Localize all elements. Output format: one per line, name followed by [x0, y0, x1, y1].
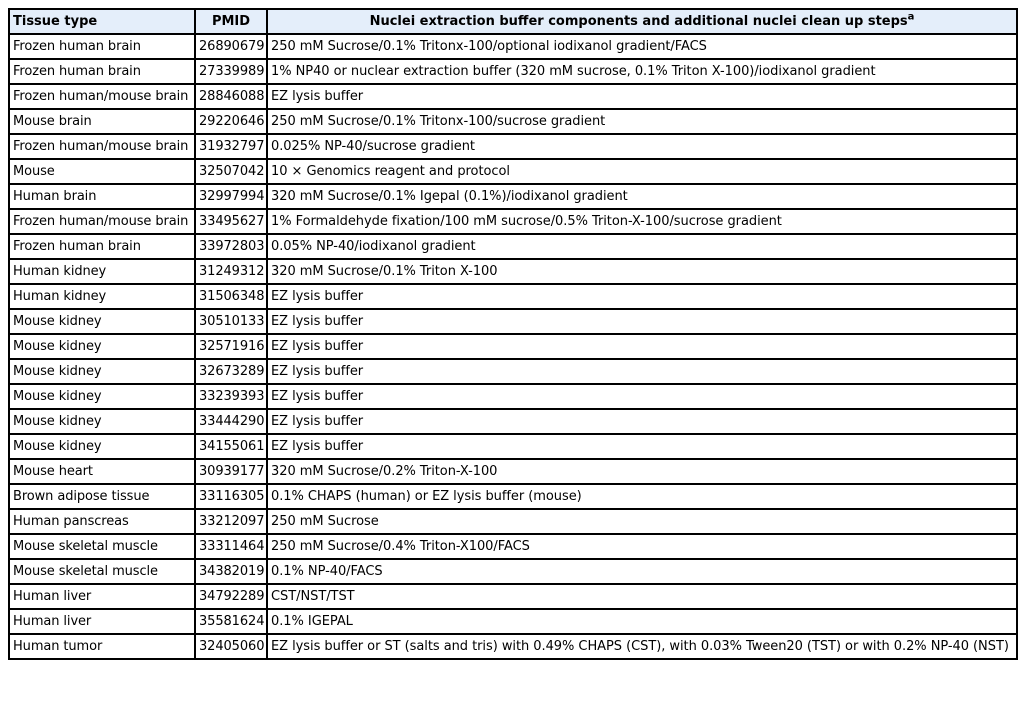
pmid-cell: 32405060 [195, 634, 267, 659]
pmid-cell: 32507042 [195, 159, 267, 184]
components-cell: 250 mM Sucrose/0.1% Tritonx-100/sucrose gradient [267, 109, 1017, 134]
pmid-cell: 32997994 [195, 184, 267, 209]
components-cell: 250 mM Sucrose/0.4% Triton-X100/FACS [267, 534, 1017, 559]
table-row [9, 34, 1017, 59]
components-cell: 0.025% NP-40/sucrose gradient [267, 134, 1017, 159]
pmid-cell: 33444290 [195, 409, 267, 434]
tissue-type-cell: Mouse heart [9, 459, 195, 484]
tissue-type-cell: Human panscreas [9, 509, 195, 534]
components-cell: EZ lysis buffer [267, 84, 1017, 109]
table-row [9, 84, 1017, 109]
table-row [9, 509, 1017, 534]
header-row [9, 9, 1017, 34]
table-row [9, 134, 1017, 159]
table-row [9, 109, 1017, 134]
table-row [9, 334, 1017, 359]
header-components [267, 9, 1017, 34]
tissue-type-cell: Frozen human/mouse brain [9, 134, 195, 159]
table-row [9, 559, 1017, 584]
pmid-cell: 33116305 [195, 484, 267, 509]
components-cell: 0.1% CHAPS (human) or EZ lysis buffer (mouse) [267, 484, 1017, 509]
pmid-cell: 32673289 [195, 359, 267, 384]
table-row [9, 534, 1017, 559]
table-row [9, 284, 1017, 309]
pmid-cell: 34155061 [195, 434, 267, 459]
tissue-type-cell: Human tumor [9, 634, 195, 659]
components-cell: EZ lysis buffer [267, 334, 1017, 359]
table-row [9, 359, 1017, 384]
pmid-cell: 32571916 [195, 334, 267, 359]
components-cell: 0.1% IGEPAL [267, 609, 1017, 634]
table-header [9, 9, 1017, 34]
tissue-type-cell: Human liver [9, 609, 195, 634]
components-cell: 250 mM Sucrose [267, 509, 1017, 534]
table-row [9, 159, 1017, 184]
table-row [9, 309, 1017, 334]
tissue-type-cell: Frozen human/mouse brain [9, 84, 195, 109]
pmid-cell: 34382019 [195, 559, 267, 584]
components-cell: CST/NST/TST [267, 584, 1017, 609]
pmid-cell: 33495627 [195, 209, 267, 234]
table-row [9, 259, 1017, 284]
components-cell: EZ lysis buffer [267, 284, 1017, 309]
tissue-type-cell: Mouse kidney [9, 384, 195, 409]
components-cell: 0.05% NP-40/iodixanol gradient [267, 234, 1017, 259]
pmid-cell: 27339989 [195, 59, 267, 84]
components-cell: 250 mM Sucrose/0.1% Tritonx-100/optional iodixanol gradient/FACS [267, 34, 1017, 59]
pmid-cell: 28846088 [195, 84, 267, 109]
tissue-type-cell: Human kidney [9, 259, 195, 284]
table-row [9, 609, 1017, 634]
table-row [9, 459, 1017, 484]
table-row [9, 184, 1017, 209]
header-tissue-type-label: Tissue type [13, 13, 98, 29]
tissue-type-cell: Human brain [9, 184, 195, 209]
pmid-cell: 33972803 [195, 234, 267, 259]
pmid-cell: 26890679 [195, 34, 267, 59]
pmid-cell: 35581624 [195, 609, 267, 634]
components-cell: 0.1% NP-40/FACS [267, 559, 1017, 584]
nuclei-extraction-table-container [8, 8, 1016, 660]
components-cell: 320 mM Sucrose/0.1% Igepal (0.1%)/iodixanol gradient [267, 184, 1017, 209]
tissue-type-cell: Mouse kidney [9, 434, 195, 459]
footnote-marker: a [907, 11, 915, 23]
components-cell: EZ lysis buffer [267, 434, 1017, 459]
components-cell: 320 mM Sucrose/0.1% Triton X-100 [267, 259, 1017, 284]
tissue-type-cell: Mouse skeletal muscle [9, 534, 195, 559]
tissue-type-cell: Frozen human/mouse brain [9, 209, 195, 234]
table-row [9, 484, 1017, 509]
header-pmid-label: PMID [211, 13, 251, 29]
table-row [9, 384, 1017, 409]
table-row [9, 634, 1017, 659]
pmid-cell: 33212097 [195, 509, 267, 534]
tissue-type-cell: Human kidney [9, 284, 195, 309]
tissue-type-cell: Mouse brain [9, 109, 195, 134]
table-row [9, 409, 1017, 434]
pmid-cell: 34792289 [195, 584, 267, 609]
pmid-cell: 29220646 [195, 109, 267, 134]
tissue-type-cell: Brown adipose tissue [9, 484, 195, 509]
tissue-type-cell: Mouse kidney [9, 409, 195, 434]
table-row [9, 234, 1017, 259]
table-row [9, 584, 1017, 609]
components-cell: EZ lysis buffer or ST (salts and tris) with 0.49% CHAPS (CST), with 0.03% Tween20 (TST) or with 0.2% NP-40 (NST) [267, 634, 1017, 659]
table-row [9, 59, 1017, 84]
tissue-type-cell: Mouse kidney [9, 334, 195, 359]
pmid-cell: 33239393 [195, 384, 267, 409]
components-cell: 320 mM Sucrose/0.2% Triton-X-100 [267, 459, 1017, 484]
pmid-cell: 30510133 [195, 309, 267, 334]
tissue-type-cell: Mouse skeletal muscle [9, 559, 195, 584]
header-pmid [195, 9, 267, 34]
pmid-cell: 31506348 [195, 284, 267, 309]
tissue-type-cell: Frozen human brain [9, 34, 195, 59]
tissue-type-cell: Mouse [9, 159, 195, 184]
components-cell: 1% NP40 or nuclear extraction buffer (320 mM sucrose, 0.1% Triton X-100)/iodixanol gradient [267, 59, 1017, 84]
pmid-cell: 31249312 [195, 259, 267, 284]
nuclei-extraction-table [8, 8, 1018, 660]
tissue-type-cell: Frozen human brain [9, 234, 195, 259]
pmid-cell: 30939177 [195, 459, 267, 484]
tissue-type-cell: Mouse kidney [9, 309, 195, 334]
components-cell: EZ lysis buffer [267, 309, 1017, 334]
header-tissue-type [9, 9, 195, 34]
components-cell: 1% Formaldehyde fixation/100 mM sucrose/0.5% Triton-X-100/sucrose gradient [267, 209, 1017, 234]
table-row [9, 434, 1017, 459]
table-row [9, 209, 1017, 234]
components-cell: EZ lysis buffer [267, 359, 1017, 384]
header-components-label: Nuclei extraction buffer components and additional nuclei clean up steps [369, 13, 908, 29]
components-cell: EZ lysis buffer [267, 384, 1017, 409]
table-body [9, 34, 1017, 659]
tissue-type-cell: Mouse kidney [9, 359, 195, 384]
tissue-type-cell: Frozen human brain [9, 59, 195, 84]
tissue-type-cell: Human liver [9, 584, 195, 609]
components-cell: EZ lysis buffer [267, 409, 1017, 434]
pmid-cell: 31932797 [195, 134, 267, 159]
components-cell: 10 × Genomics reagent and protocol [267, 159, 1017, 184]
pmid-cell: 33311464 [195, 534, 267, 559]
